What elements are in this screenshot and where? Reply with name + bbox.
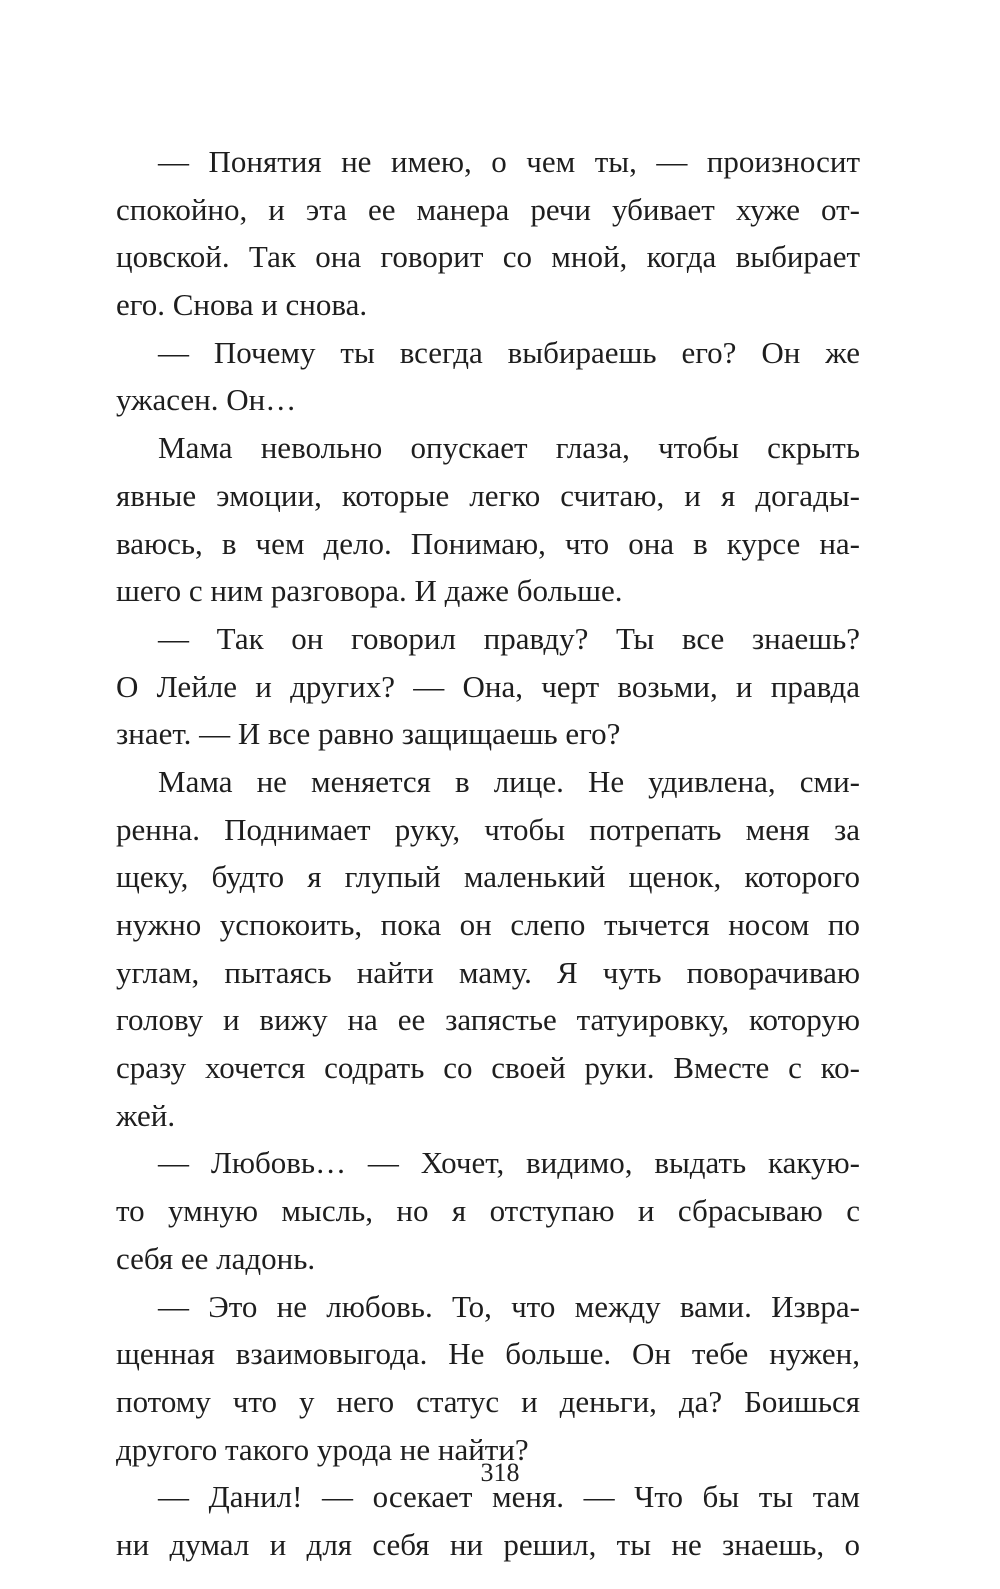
text-line: Мама не меняется в лице. Не удивлена, сми- bbox=[158, 763, 860, 799]
text-line: О Лейле и других? — Она, черт возьми, и правда bbox=[116, 668, 860, 704]
text-line: шего с ним разговора. И даже больше. bbox=[116, 573, 623, 609]
text-line: — Данил! — осекает меня. — Что бы ты там bbox=[158, 1479, 860, 1515]
text-line: щенная взаимовыгода. Не больше. Он тебе нужен, bbox=[116, 1336, 860, 1372]
text-line: жей. bbox=[116, 1097, 176, 1133]
text-line: спокойно, и эта ее манера речи убивает хуже от- bbox=[116, 191, 860, 227]
text-line: то умную мысль, но я отступаю и сбрасываю с bbox=[116, 1193, 860, 1229]
text-line: углам, пытаясь найти маму. Я чуть поворачиваю bbox=[116, 954, 860, 990]
text-line: — Почему ты всегда выбираешь его? Он же bbox=[158, 334, 860, 370]
text-line: его. Снова и снова. bbox=[116, 287, 368, 323]
text-line: сразу хочется содрать со своей руки. Вместе с ко- bbox=[116, 1050, 860, 1086]
body-text bbox=[116, 138, 860, 1569]
text-line: нужно успокоить, пока он слепо тычется носом по bbox=[116, 907, 860, 942]
page-number: 318 bbox=[480, 1458, 520, 1487]
text-line: цовской. Так она говорит со мной, когда выбирает bbox=[116, 239, 860, 275]
text-line: явные эмоции, которые легко считаю, и я догады- bbox=[116, 477, 860, 513]
text-line: — Любовь… — Хочет, видимо, выдать какую- bbox=[158, 1145, 860, 1181]
text-line: знает. — И все равно защищаешь его? bbox=[116, 716, 621, 752]
text-line: ни думал и для себя ни решил, ты не знаешь, о bbox=[116, 1526, 860, 1562]
text-line: себя ее ладонь. bbox=[116, 1240, 316, 1276]
text-line: Мама невольно опускает глаза, чтобы скрыть bbox=[158, 430, 860, 466]
text-line: ваюсь, в чем дело. Понимаю, что она в курсе на- bbox=[116, 525, 860, 561]
text-line: ужасен. Он… bbox=[116, 382, 297, 418]
text-line: — Это не любовь. То, что между вами. Извра- bbox=[158, 1288, 860, 1324]
text-line: потому что у него статус и деньги, да? Боишься bbox=[116, 1383, 860, 1419]
text-line: — Так он говорил правду? Ты все знаешь? bbox=[158, 620, 860, 656]
text-line: щеку, будто я глупый маленький щенок, которого bbox=[116, 859, 860, 895]
text-line: — Понятия не имею, о чем ты, — произносит bbox=[158, 144, 860, 179]
text-line: голову и вижу на ее запястье татуировку, которую bbox=[116, 1002, 860, 1038]
text-line: ренна. Поднимает руку, чтобы потрепать меня за bbox=[116, 811, 860, 847]
text-line: другого такого урода не найти? bbox=[116, 1431, 529, 1467]
